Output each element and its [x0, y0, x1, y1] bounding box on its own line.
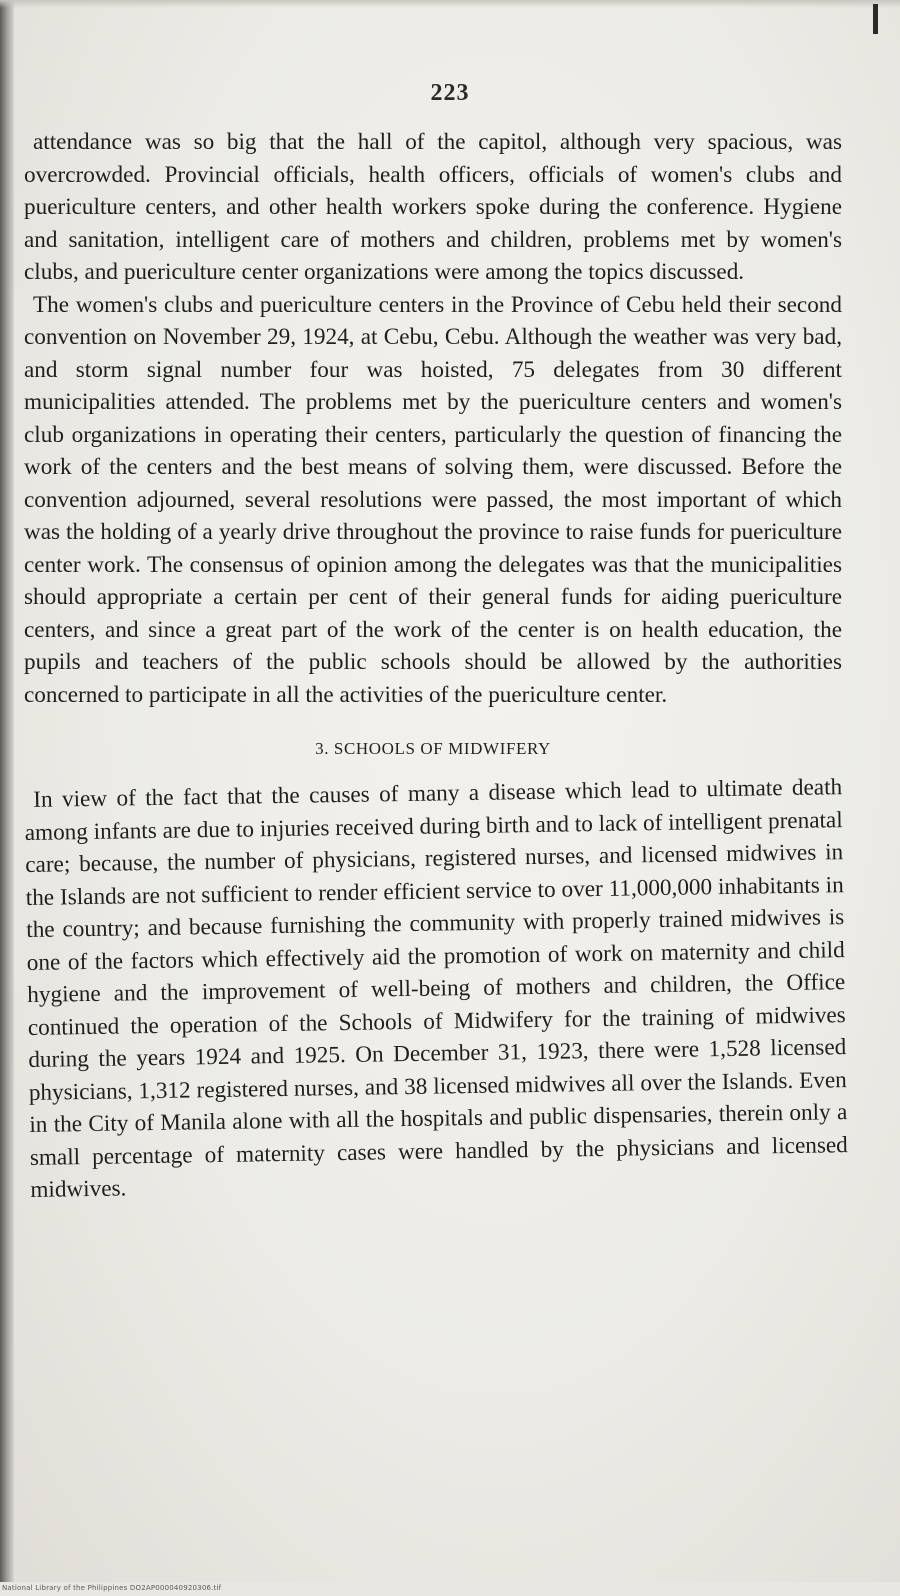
corner-mark: [873, 4, 878, 34]
page-number: 223: [430, 80, 470, 106]
footer-source-label: National Library of the Philippines DO2AP000040920306.tif: [2, 1584, 222, 1592]
paragraph-schools-of-midwifery: In view of the fact that the causes of many a disease which lead to ultimate death among infants are due to injuries received during birth and to lack of intelligent prenatal care; because, the number of physicians, registered nurses, and licensed midwives in the Islands are not sufficient to render efficient service to over 11,000,000 inhabitants in the country; and because furnishing the community with properly trained midwives is one of the factors which effectively aid the promotion of work on maternity and child hygiene and the improvement of well-being of mothers and children, the Office continued the operation of the Schools of Midwifery for the training of midwives during the years 1924 and 1925. On December 31, 1923, there were 1,528 licensed physicians, 1,312 registered nurses, and 38 licensed midwives all over the Islands. Even in the City of Manila alone with all the hospitals and public dispensaries, therein only a small percentage of maternity cases were handled by the physicians and licensed midwives.: [24, 773, 848, 1203]
paragraph-conference-attendance: attendance was so big that the hall of the capitol, although very spacious, was overcrowded. Provincial officials, health officers, officials of women's clubs and puericulture centers, and other health workers spoke during the conference. Hygiene and sanitation, intelligent care of mothers and children, problems met by women's clubs, and puericulture center organizations were among the topics discussed.: [24, 129, 842, 285]
paragraph-cebu-convention: The women's clubs and puericulture centers in the Province of Cebu held their second convention on November 29, 1924, at Cebu, Cebu. Although the weather was very bad, and storm signal number four was hoisted, 75 delegates from 30 different municipalities attended. The problems met by the puericulture centers and women's club organizations in operating their centers, particularly the question of financing the work of the centers and the best means of solving them, were discussed. Before the convention adjourned, several resolutions were passed, the most important of which was the holding of a yearly drive throughout the province to raise funds for puericulture center work. The consensus of opinion among the delegates was that the municipalities should appropriate a certain per cent of their general funds for aiding puericulture centers, and since a great part of the work of the center is on health education, the pupils and teachers of the public schools should be allowed by the authorities concerned to participate in all the activities of the puericulture center.: [24, 291, 842, 708]
book-spine-shadow: [0, 0, 14, 1596]
section-heading: 3. SCHOOLS OF MIDWIFERY: [315, 739, 551, 758]
page-top-edge: [0, 0, 900, 8]
body-text: [24, 126, 848, 1206]
